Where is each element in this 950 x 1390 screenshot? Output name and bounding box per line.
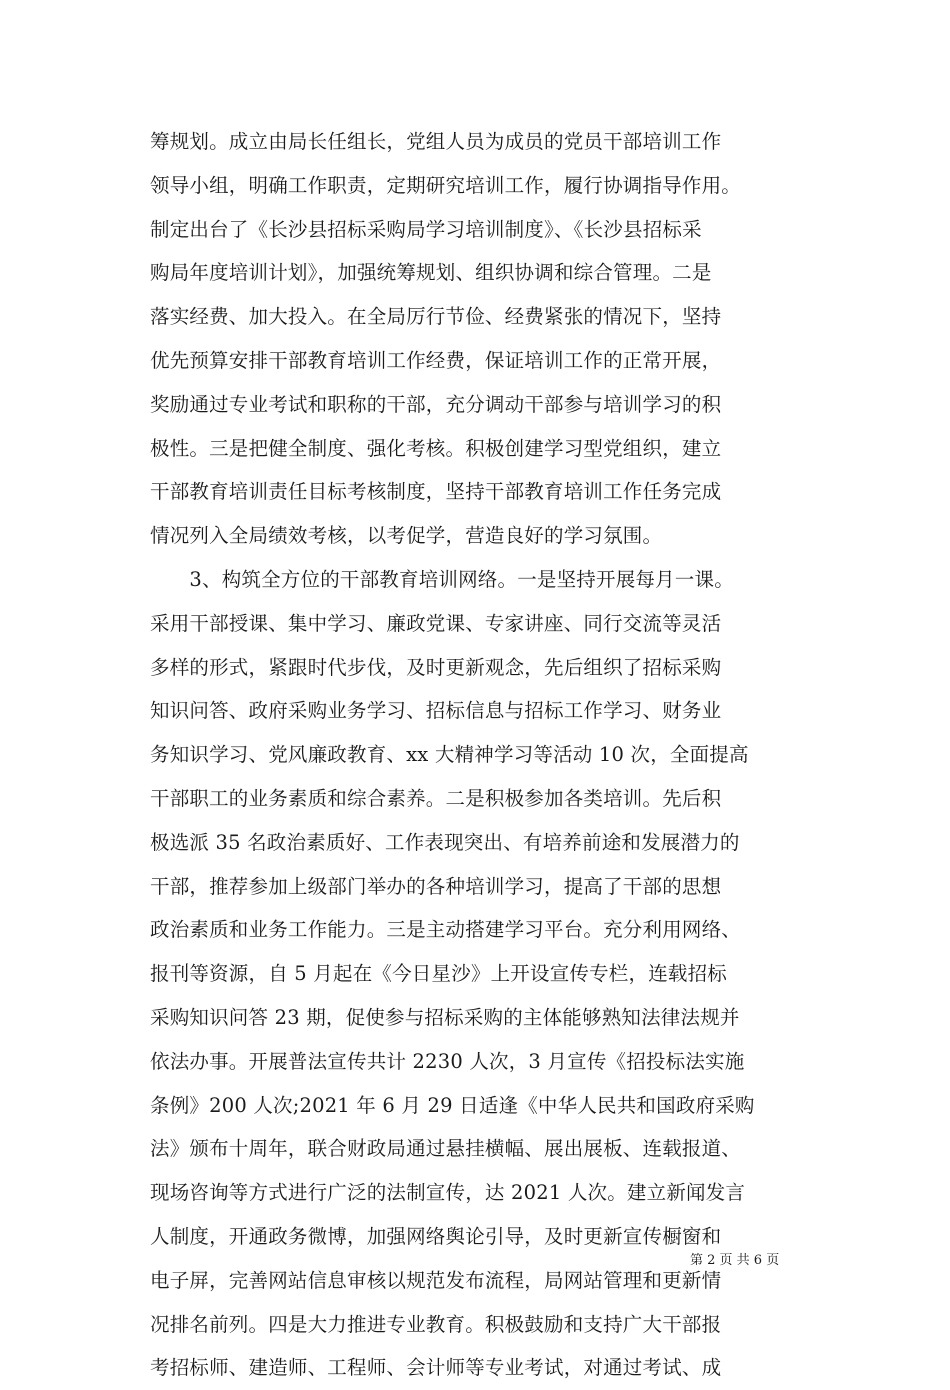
text-line: 法》颁布十周年，联合财政局通过悬挂横幅、展出展板、连载报道、 — [150, 1137, 742, 1161]
page-number-footer: 第 2 页 共 6 页 — [690, 1253, 780, 1268]
text-line: 依法办事。开展普法宣传共计 2230 人次，3 月宣传《招投标法实施 — [150, 1049, 745, 1073]
text-line: 采用干部授课、集中学习、廉政党课、专家讲座、同行交流等灵活 — [150, 611, 722, 635]
text-line: 落实经费、加大投入。在全局厉行节俭、经费紧张的情况下，坚持 — [150, 305, 722, 329]
text-line: 多样的形式，紧跟时代步伐，及时更新观念，先后组织了招标采购 — [150, 655, 722, 679]
text-line: 况排名前列。四是大力推进专业教育。积极鼓励和支持广大干部报 — [150, 1312, 722, 1336]
text-line: 优先预算安排干部教育培训工作经费，保证培训工作的正常开展， — [150, 348, 722, 372]
text-line: 电子屏，完善网站信息审核以规范发布流程，局网站管理和更新情 — [150, 1268, 722, 1292]
text-line: 奖励通过专业考试和职称的干部，充分调动干部参与培训学习的积 — [150, 392, 722, 416]
text-line: 制定出台了《长沙县招标采购局学习培训制度》、《长沙县招标采 — [150, 217, 702, 241]
text-line: 领导小组，明确工作职责，定期研究培训工作，履行协调指导作用。 — [150, 173, 742, 197]
text-line: 知识问答、政府采购业务学习、招标信息与招标工作学习、财务业 — [150, 699, 722, 723]
text-line: 干部，推荐参加上级部门举办的各种培训学习，提高了干部的思想 — [150, 874, 722, 898]
text-line: 3、构筑全方位的干部教育培训网络。一是坚持开展每月一课。 — [150, 567, 734, 591]
text-line: 报刊等资源，自 5 月起在《今日星沙》上开设宣传专栏，连载招标 — [150, 962, 728, 986]
text-line: 采购知识问答 23 期，促使参与招标采购的主体能够熟知法律法规并 — [150, 1005, 740, 1029]
text-line: 务知识学习、党风廉政教育、xx 大精神学习等活动 10 次，全面提高 — [150, 743, 749, 767]
text-line: 购局年度培训计划》，加强统筹规划、组织协调和综合管理。二是 — [150, 261, 712, 285]
text-line: 条例》200 人次;2021 年 6 月 29 日适逢《中华人民共和国政府采购 — [150, 1093, 755, 1117]
text-line: 政治素质和业务工作能力。三是主动搭建学习平台。充分利用网络、 — [150, 918, 742, 942]
body-text — [150, 120, 810, 1390]
text-line: 考招标师、建造师、工程师、会计师等专业考试，对通过考试、成 — [150, 1356, 722, 1380]
text-line: 干部职工的业务素质和综合素养。二是积极参加各类培训。先后积 — [150, 786, 722, 810]
text-line: 人制度，开通政务微博，加强网络舆论引导，及时更新宣传橱窗和 — [150, 1224, 722, 1248]
text-line: 极选派 35 名政治素质好、工作表现突出、有培养前途和发展潜力的 — [150, 830, 740, 854]
text-line: 干部教育培训责任目标考核制度，坚持干部教育培训工作任务完成 — [150, 480, 722, 504]
text-line: 筹规划。成立由局长任组长，党组人员为成员的党员干部培训工作 — [150, 130, 722, 153]
text-line: 极性。三是把健全制度、强化考核。积极创建学习型党组织，建立 — [150, 436, 722, 460]
text-line: 现场咨询等方式进行广泛的法制宣传，达 2021 人次。建立新闻发言 — [150, 1181, 746, 1205]
text-line: 情况列入全局绩效考核，以考促学，营造良好的学习氛围。 — [150, 524, 663, 548]
